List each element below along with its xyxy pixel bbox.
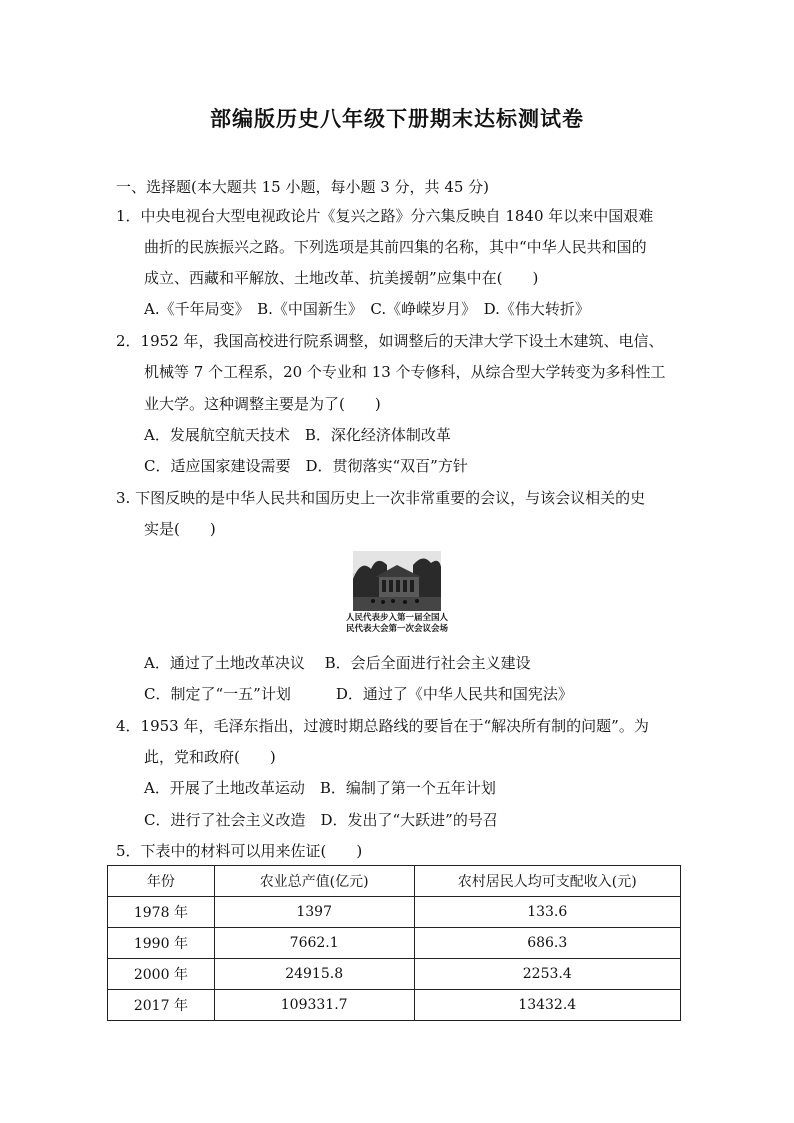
table-header: 农村居民人均可支配收入(元) (414, 866, 681, 897)
question-4-options: C．进行了社会主义改造 D．发出了“大跃进”的号召 (144, 811, 498, 829)
question-4-options: A．开展了土地改革运动 B．编制了第一个五年计划 (144, 779, 496, 797)
question-1-options: A.《千年局变》 B.《中国新生》 C.《峥嵘岁月》 D.《伟大转折》 (144, 300, 590, 318)
building-illustration (353, 551, 441, 611)
photo-caption-line: 人民代表步入第一届全国人 (345, 613, 448, 623)
question-3-options: A．通过了土地改革决议 B．会后全面进行社会主义建设 (144, 654, 531, 672)
question-2-options: A．发展航空航天技术 B．深化经济体制改革 (144, 426, 451, 444)
table-cell: 2253.4 (414, 959, 681, 990)
question-3-line: 3. 下图反映的是中华人民共和国历史上一次非常重要的会议，与该会议相关的史 (116, 489, 646, 507)
section-heading: 一、选择题(本大题共 15 小题，每小题 3 分，共 45 分) (116, 178, 490, 196)
table-cell: 133.6 (414, 897, 681, 928)
question-1-line: 成立、西藏和平解放、土地改革、抗美援朝”应集中在( ) (144, 269, 539, 287)
table-cell: 1990 年 (108, 928, 215, 959)
page-title: 部编版历史八年级下册期末达标测试卷 (210, 107, 584, 131)
table-header-row (108, 866, 681, 897)
meeting-photo (345, 551, 449, 641)
photo-caption-line: 民代表大会第一次会议会场 (345, 624, 448, 634)
table-cell: 686.3 (414, 928, 681, 959)
meeting-photo-image (353, 551, 441, 611)
table-cell: 109331.7 (214, 990, 414, 1021)
question-4-line: 4．1953 年，毛泽东指出，过渡时期总路线的要旨在于“解决所有制的问题”。为 (116, 717, 649, 735)
question-2-line: 业大学。这种调整主要是为了( ) (144, 395, 381, 413)
question-3-options: C．制定了“一五”计划 D．通过了《中华人民共和国宪法》 (144, 685, 573, 703)
question-2-options: C．适应国家建设需要 D．贯彻落实“双百”方针 (144, 457, 468, 475)
table-cell: 2017 年 (108, 990, 215, 1021)
question-5-line: 5．下表中的材料可以用来佐证( ) (116, 842, 363, 860)
table-cell: 24915.8 (214, 959, 414, 990)
table-row (108, 928, 681, 959)
photo-caption (345, 613, 449, 635)
table-row (108, 897, 681, 928)
question-4-line: 此，党和政府( ) (144, 748, 276, 766)
table-header: 年份 (108, 866, 215, 897)
table-cell: 7662.1 (214, 928, 414, 959)
data-table (107, 865, 681, 1021)
question-1-line: 1．中央电视台大型电视政论片《复兴之路》分六集反映自 1840 年以来中国艰难 (116, 207, 654, 225)
table-cell: 2000 年 (108, 959, 215, 990)
table-cell: 1397 (214, 897, 414, 928)
question-2-line: 机械等 7 个工程系，20 个专业和 13 个专修科，从综合型大学转变为多科性工 (144, 363, 666, 381)
table-header: 农业总产值(亿元) (214, 866, 414, 897)
table-row (108, 990, 681, 1021)
table-cell: 13432.4 (414, 990, 681, 1021)
question-1-line: 曲折的民族振兴之路。下列选项是其前四集的名称，其中“中华人民共和国的 (144, 238, 647, 256)
table-row (108, 959, 681, 990)
question-2-line: 2．1952 年，我国高校进行院系调整，如调整后的天津大学下设土木建筑、电信、 (116, 332, 664, 350)
table-cell: 1978 年 (108, 897, 215, 928)
question-3-line: 实是( ) (144, 520, 216, 538)
